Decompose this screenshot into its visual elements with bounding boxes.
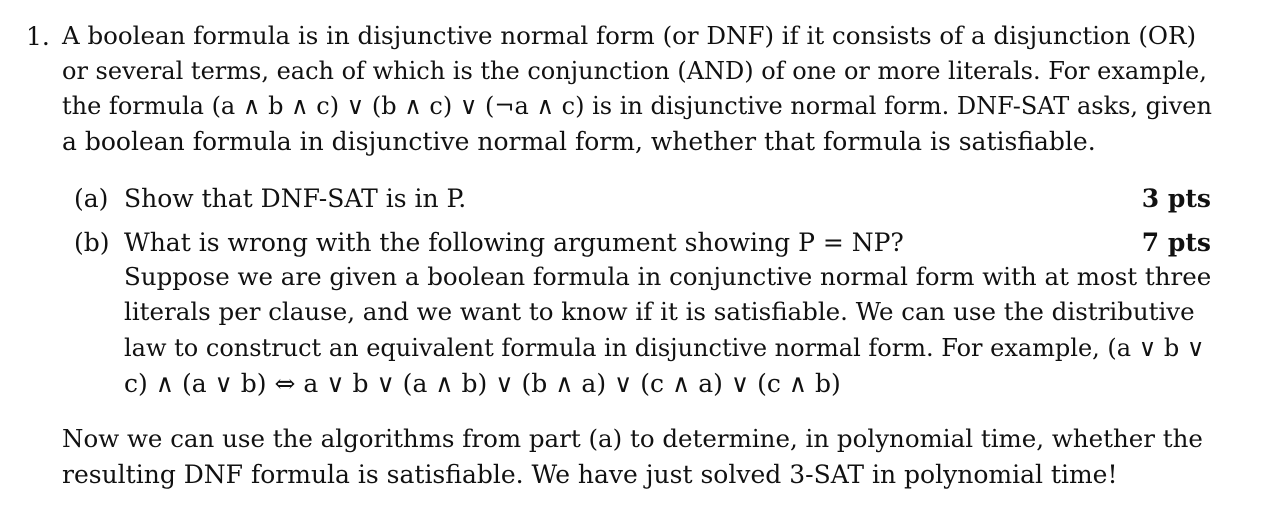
- part-a-question: Show that DNF-SAT is in P.: [124, 184, 467, 213]
- part-a-label: (a): [74, 184, 109, 213]
- part-b-body-line-3: law to construct an equivalent formula in disjunctive normal form. For example, (a ∨ b ∨: [124, 334, 1205, 362]
- part-b-body-line-1: Suppose we are given a boolean formula in conjunctive normal form with at most three: [124, 262, 1212, 291]
- problem-number: 1.: [26, 22, 50, 51]
- part-b-points: 7 pts: [1141, 228, 1211, 257]
- part-b-label: (b): [74, 228, 110, 257]
- conclusion-line-2: resulting DNF formula is satisfiable. We have just solved 3-SAT in polynomial time!: [62, 460, 1118, 489]
- conclusion-line-1: Now we can use the algorithms from part (a) to determine, in polynomial time, whether the: [62, 424, 1203, 453]
- part-b-body-line-2: literals per clause, and we want to know if it is satisfiable. We can use the distributive: [124, 297, 1195, 326]
- intro-line-4: a boolean formula in disjunctive normal form, whether that formula is satisfiable.: [62, 127, 1096, 156]
- intro-line-1: A boolean formula is in disjunctive normal form (or DNF) if it consists of a disjunction (OR): [62, 21, 1197, 50]
- part-b-body-line-4: c) ∧ (a ∨ b) ⇔ a ∨ b ∨ (a ∧ b) ∨ (b ∧ a) ∨ (c ∧ a) ∨ (c ∧ b): [124, 369, 841, 398]
- part-a-points: 3 pts: [1141, 184, 1211, 213]
- intro-line-3: the formula (a ∧ b ∧ c) ∨ (b ∧ c) ∨ (¬a ∧ c) is in disjunctive normal form. DNF-SAT asks, given: [62, 92, 1212, 120]
- part-b-question: What is wrong with the following argument showing P = NP?: [124, 228, 904, 257]
- intro-line-2: or several terms, each of which is the conjunction (AND) of one or more literals. For example,: [62, 57, 1207, 85]
